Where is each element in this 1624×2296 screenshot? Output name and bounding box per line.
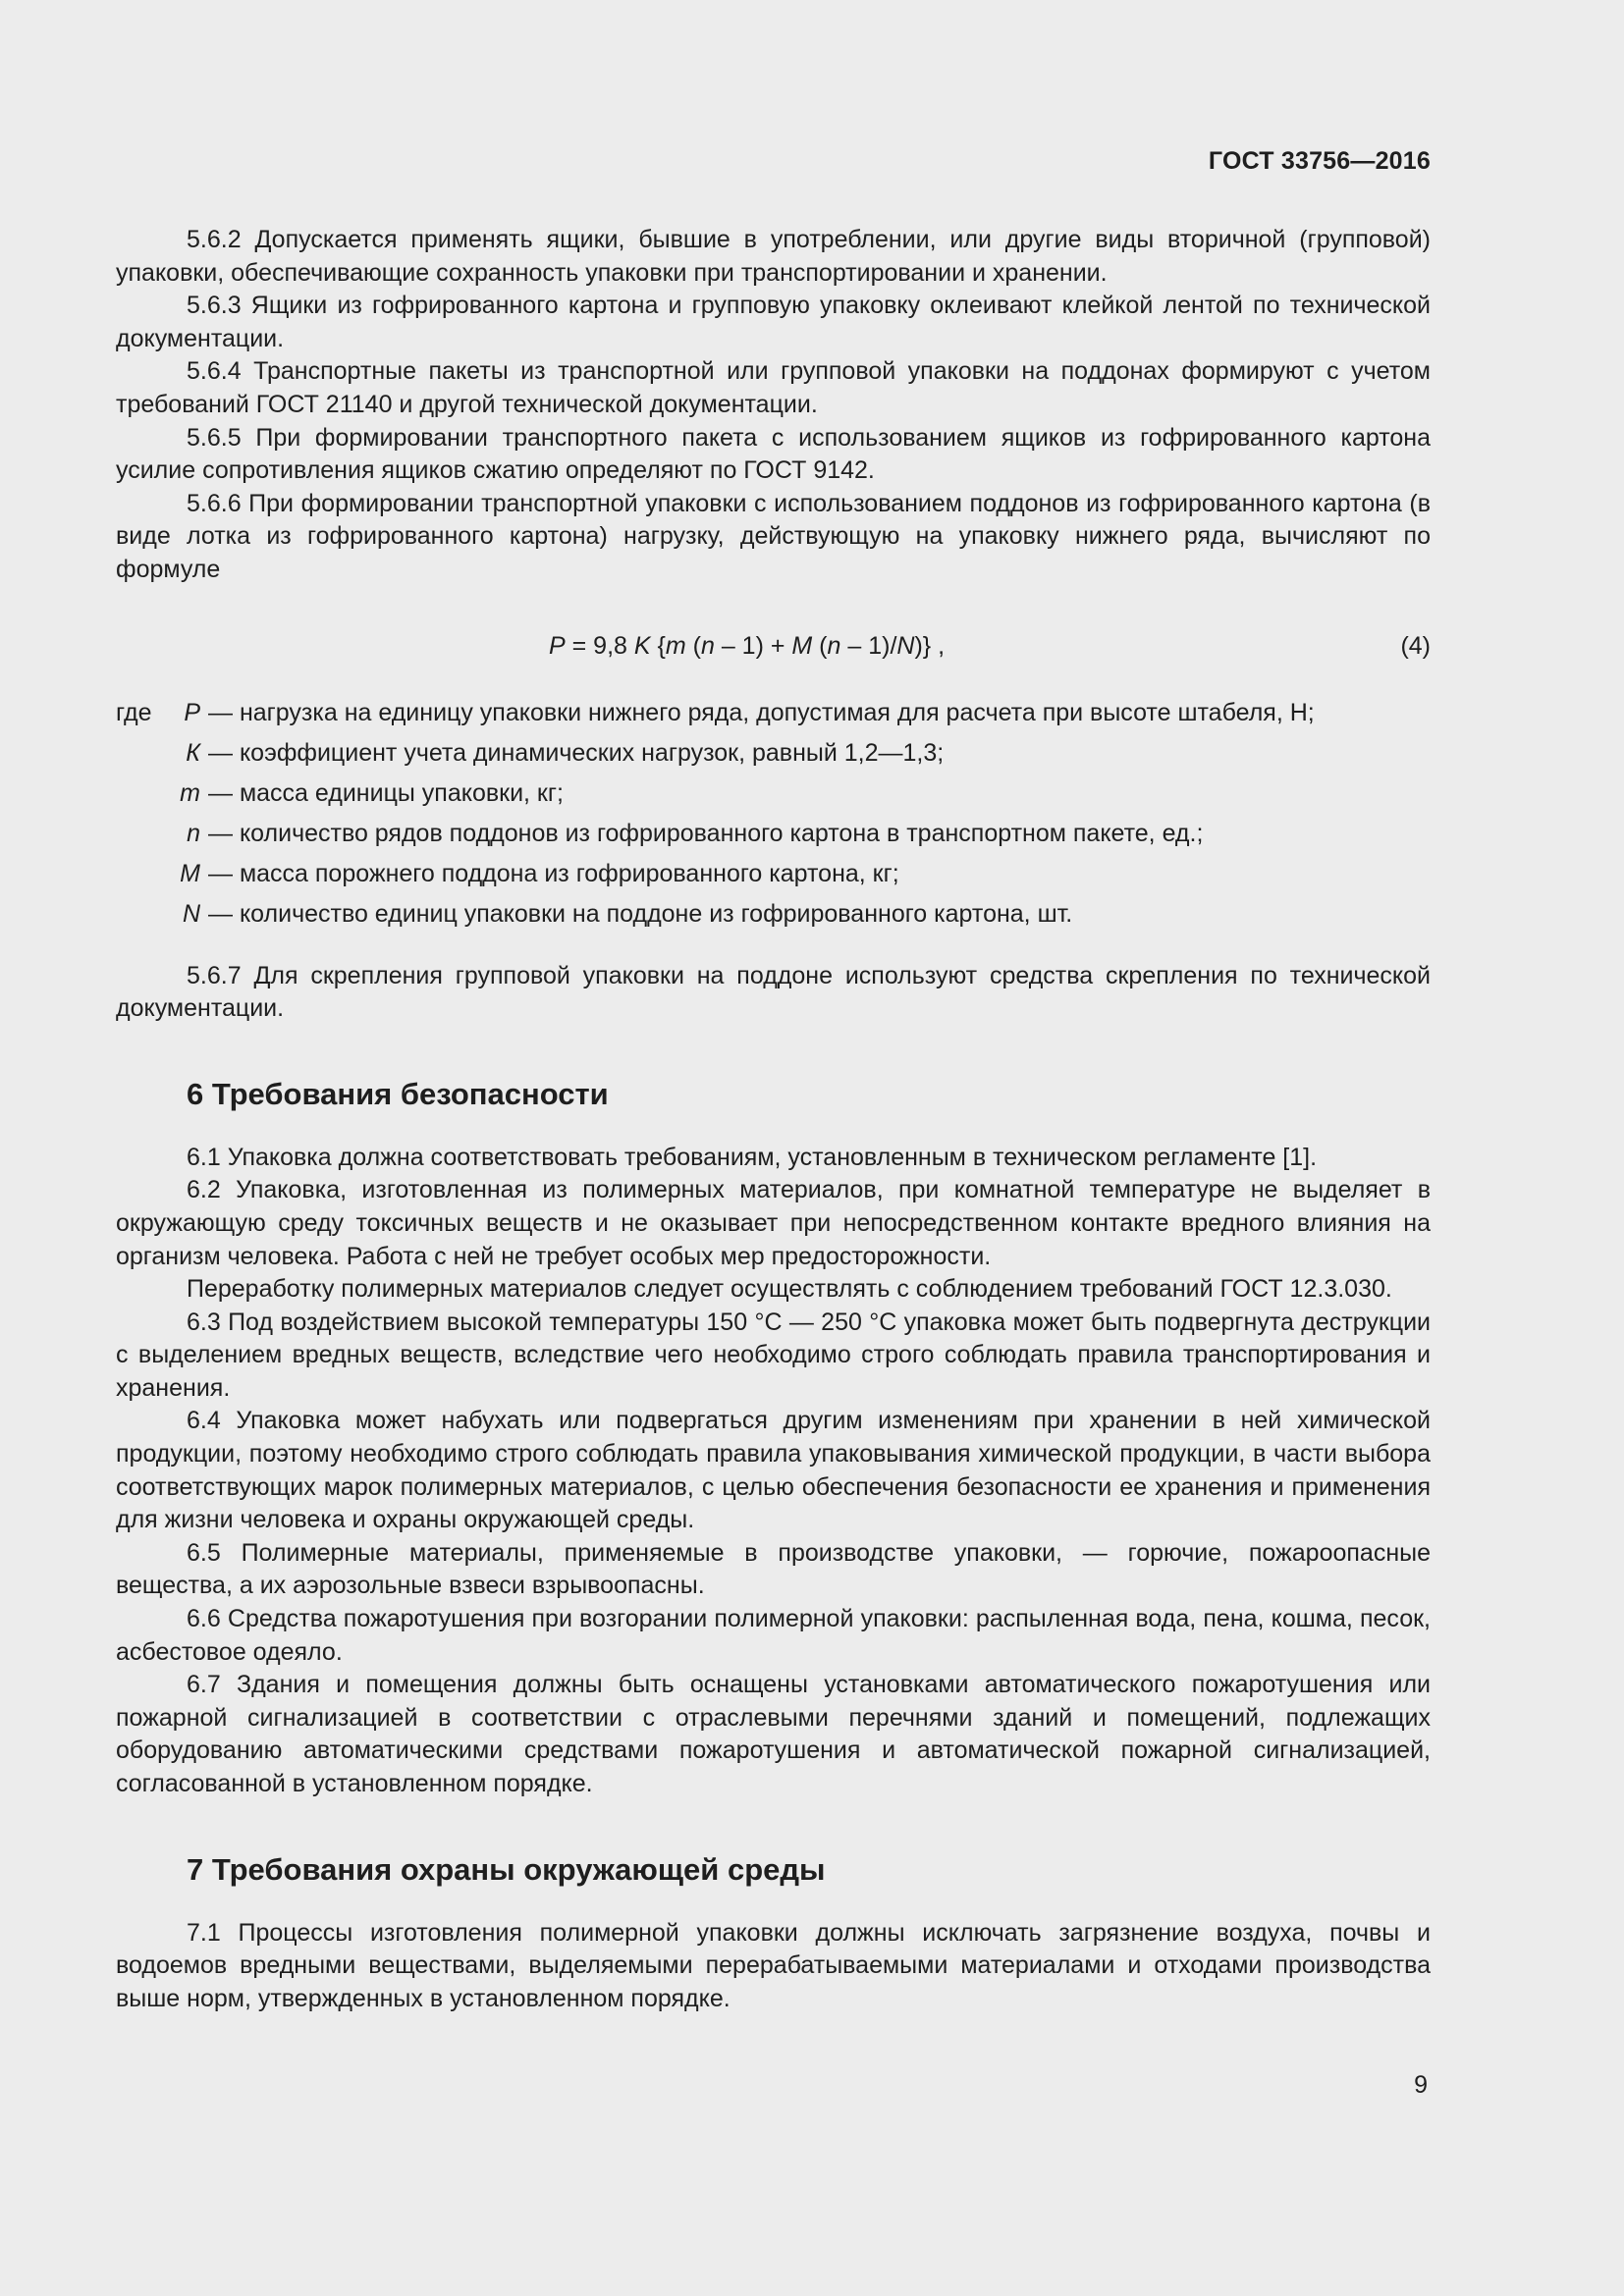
section-6-heading: 6 Требования безопасности bbox=[187, 1076, 609, 1111]
legend-symbol: К bbox=[186, 738, 200, 767]
paragraph-6-4: 6.4 Упаковка может набухать или подвергаться другим изменениям при хранении в ней химической продукции, поэтому необходимо строго соблюдать правила упаковывания химической продукции, в части выбора соответствующих марок полимерных материалов, с целью обеспечения безопасности ее хранения и применения для жизни человека и охраны окружающей среды. bbox=[116, 1407, 1431, 1534]
paragraph-5-6-6: 5.6.6 При формировании транспортной упаковки с использованием поддонов из гофрированного картона (в виде лотка из гофрированного картона) нагрузку, действующую на упаковку нижнего ряда, вычисляют по формуле bbox=[116, 489, 1431, 583]
section-7-heading: 7 Требования охраны окружающей среды bbox=[187, 1851, 826, 1887]
paragraph-5-6-2: 5.6.2 Допускается применять ящики, бывшие в употреблении, или другие виды вторичной (групповой) упаковки, обеспечивающие сохранность упаковки при транспортировании и хранении. bbox=[116, 226, 1431, 287]
paragraph-6-6: 6.6 Средства пожаротушения при возгорании полимерной упаковки: распыленная вода, пена, кошма, песок, асбестовое одеяло. bbox=[116, 1605, 1431, 1666]
legend-description: — масса единицы упаковки, кг; bbox=[208, 778, 564, 807]
legend-row bbox=[116, 737, 1431, 777]
formula-number: (4) bbox=[1400, 631, 1431, 660]
paragraph-7-1: 7.1 Процессы изготовления полимерной упаковки должны исключать загрязнение воздуха, почвы и водоемов вредными веществами, выделяемыми перерабатываемыми материалами и отходами производства выше норм, утвержденных в установленном порядке. bbox=[116, 1918, 1431, 2012]
paragraph-6-2-cont: Переработку полимерных материалов следует осуществлять с соблюдением требований ГОСТ 12.3.030. bbox=[187, 1275, 1392, 1304]
paragraph-6-7: 6.7 Здания и помещения должны быть оснащены установками автоматического пожаротушения или пожарной сигнализацией в соответствии с отраслевыми перечнями зданий и помещений, подлежащих оборудованию автоматическими средствами пожаротушения и автоматической пожарной сигнализацией, согласованной в установленном порядке. bbox=[116, 1671, 1431, 1797]
legend-symbol: P bbox=[184, 698, 200, 726]
paragraph-6-2: 6.2 Упаковка, изготовленная из полимерных материалов, при комнатной температуре не выделяет в окружающую среду токсичных веществ и не оказывает при непосредственном контакте вредного влияния на организм человека. Работа с ней не требует особых мер предосторожности. bbox=[116, 1176, 1431, 1270]
document-code: ГОСТ 33756—2016 bbox=[1208, 147, 1431, 175]
legend-description: — количество единиц упаковки на поддоне из гофрированного картона, шт. bbox=[208, 899, 1073, 928]
paragraph-6-5: 6.5 Полимерные материалы, применяемые в производстве упаковки, — горючие, пожароопасные вещества, а их аэрозольные взвеси взрывоопасны. bbox=[116, 1538, 1431, 1600]
legend-where-label: где bbox=[116, 698, 152, 726]
legend-description: — коэффициент учета динамических нагрузок, равный 1,2—1,3; bbox=[208, 738, 945, 767]
legend-row bbox=[116, 858, 1431, 898]
paragraph-5-6-4: 5.6.4 Транспортные пакеты из транспортной или групповой упаковки на поддонах формируют с учетом требований ГОСТ 21140 и другой технической документации. bbox=[116, 357, 1431, 418]
paragraph-5-6-3: 5.6.3 Ящики из гофрированного картона и групповую упаковку оклеивают клейкой лентой по технической документации. bbox=[116, 292, 1431, 352]
legend-row bbox=[116, 697, 1431, 737]
formula-legend bbox=[116, 697, 1431, 938]
legend-description: — нагрузка на единицу упаковки нижнего ряда, допустимая для расчета при высоте штабеля, Н; bbox=[208, 698, 1315, 726]
paragraph-5-6-7: 5.6.7 Для скрепления групповой упаковки на поддоне используют средства скрепления по технической документации. bbox=[116, 961, 1431, 1023]
legend-row bbox=[116, 898, 1431, 938]
legend-row bbox=[116, 818, 1431, 858]
legend-description: — количество рядов поддонов из гофрированного картона в транспортном пакете, ед.; bbox=[208, 819, 1204, 847]
formula-expression: P = 9,8 K {m (n – 1) + M (n – 1)/N)} , bbox=[549, 631, 946, 660]
legend-symbol: m bbox=[180, 778, 200, 807]
paragraph-6-3: 6.3 Под воздействием высокой температуры 150 °С — 250 °С упаковка может быть подвергнута деструкции с выделением вредных веществ, вследствие чего необходимо строго соблюдать правила транспортирования и хранения. bbox=[116, 1308, 1431, 1402]
page-body bbox=[116, 224, 1431, 2015]
paragraph-5-6-5: 5.6.5 При формировании транспортного пакета с использованием ящиков из гофрированного картона усилие сопротивления ящиков сжатию определяют по ГОСТ 9142. bbox=[116, 423, 1431, 485]
legend-symbol: n bbox=[187, 819, 200, 847]
legend-row bbox=[116, 777, 1431, 818]
formula-block bbox=[116, 630, 1431, 669]
paragraph-6-1: 6.1 Упаковка должна соответствовать требованиям, установленным в техническом регламенте [1]. bbox=[187, 1143, 1318, 1171]
legend-symbol: M bbox=[180, 859, 200, 887]
legend-description: — масса порожнего поддона из гофрированного картона, кг; bbox=[208, 859, 899, 887]
page-number: 9 bbox=[1414, 2071, 1428, 2099]
legend-symbol: N bbox=[182, 899, 200, 928]
